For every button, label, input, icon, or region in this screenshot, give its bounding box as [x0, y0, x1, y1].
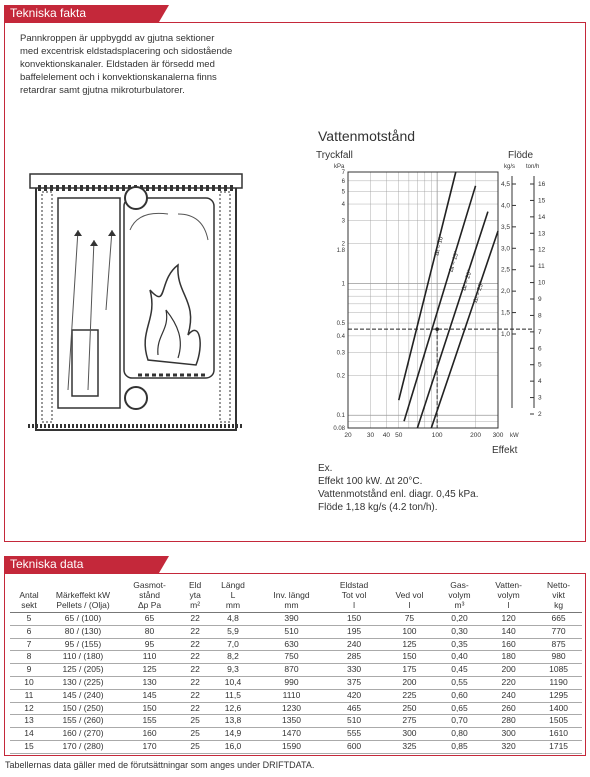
table-cell: 1085 — [535, 664, 582, 677]
table-cell: 125 — [382, 638, 437, 651]
table-cell: 25 — [181, 715, 209, 728]
y-tick-label: 2 — [341, 241, 345, 248]
table-cell: 325 — [382, 740, 437, 753]
table-cell: 1190 — [535, 676, 582, 689]
table-cell: 22 — [181, 676, 209, 689]
vattenmotstand-chart — [312, 146, 552, 458]
table-cell: 25 — [181, 740, 209, 753]
table-cell: 750 — [257, 651, 326, 664]
table-cell: 0,65 — [437, 702, 482, 715]
y-tick-label: 0.4 — [336, 333, 345, 340]
table-cell: 600 — [326, 740, 382, 753]
table-cell: 15 — [10, 740, 48, 753]
kgs-tick-label: 2,0 — [500, 288, 510, 296]
table-cell: 225 — [382, 689, 437, 702]
table-cell: 275 — [382, 715, 437, 728]
table-cell: 250 — [382, 702, 437, 715]
table-cell: 5 — [10, 613, 48, 626]
table-cell: 5,9 — [209, 625, 257, 638]
table-cell: 145 — [118, 689, 181, 702]
column-header: Märkeffekt kW Pellets / (Olja) — [48, 580, 118, 613]
tonh-tick-label: 6 — [538, 345, 542, 353]
tonh-tick-label: 11 — [538, 263, 545, 271]
table-cell: 125 / (205) — [48, 664, 118, 677]
table-cell: 330 — [326, 664, 382, 677]
table-cell: 0,60 — [437, 689, 482, 702]
column-header: Vatten- volym l — [482, 580, 535, 613]
column-header: Eldstad Tot vol l — [326, 580, 382, 613]
table-row — [10, 638, 582, 651]
table-cell: 145 / (240) — [48, 689, 118, 702]
table-cell: 6 — [10, 625, 48, 638]
table-cell: 200 — [382, 676, 437, 689]
table-cell: 14,9 — [209, 728, 257, 741]
table-cell: 0,30 — [437, 625, 482, 638]
column-header: Inv. längd mm — [257, 580, 326, 613]
table-cell: 1350 — [257, 715, 326, 728]
table-cell: 0,35 — [437, 638, 482, 651]
y-tick-label: 1 — [341, 281, 345, 288]
tab-tekniska-data: Tekniska data — [4, 556, 159, 573]
table-cell: 1610 — [535, 728, 582, 741]
table-cell: 10,4 — [209, 676, 257, 689]
tonh-tick-label: 13 — [538, 230, 546, 238]
x-tick-label: 100 — [431, 432, 443, 439]
table-cell: 65 — [118, 613, 181, 626]
column-header: Netto- vikt kg — [535, 580, 582, 613]
x-tick-label: 300 — [492, 432, 504, 439]
table-cell: 80 — [118, 625, 181, 638]
kgs-tick-label: 4,0 — [500, 202, 510, 210]
boiler-section-illustration — [28, 170, 248, 440]
tab-tekniska-fakta: Tekniska fakta — [4, 5, 159, 22]
table-cell: 1295 — [535, 689, 582, 702]
table-cell: 220 — [482, 676, 535, 689]
series-label: Δt = 25° — [472, 281, 486, 304]
table-cell: 9 — [10, 664, 48, 677]
column-header: Eld yta m² — [181, 580, 209, 613]
table-cell: 8,2 — [209, 651, 257, 664]
y-tick-label: 0.1 — [336, 413, 345, 420]
y-tick-label: 5 — [341, 189, 345, 196]
table-cell: 630 — [257, 638, 326, 651]
x-tick-label: 50 — [395, 432, 403, 439]
chart-title: Vattenmotstånd — [318, 128, 416, 144]
reference-point — [435, 327, 439, 331]
example-line: Ex. — [318, 463, 333, 474]
example-line: Flöde 1,18 kg/s (4.2 ton/h). — [318, 502, 438, 513]
table-cell: 1470 — [257, 728, 326, 741]
table-cell: 875 — [535, 638, 582, 651]
tonh-tick-label: 2 — [538, 411, 542, 418]
tonh-tick-label: 3 — [538, 394, 542, 402]
table-cell: 170 / (280) — [48, 740, 118, 753]
series-line — [404, 186, 476, 421]
table-cell: 7,0 — [209, 638, 257, 651]
y-tick-label: 6 — [341, 178, 345, 185]
column-header: Ved vol l — [382, 580, 437, 613]
table-cell: 140 — [482, 625, 535, 638]
table-cell: 95 — [118, 638, 181, 651]
table-header-row — [10, 580, 582, 613]
table-cell: 170 — [118, 740, 181, 753]
table-cell: 375 — [326, 676, 382, 689]
tonh-tick-label: 10 — [538, 279, 546, 287]
kgs-unit-label: kg/s — [504, 164, 516, 170]
table-cell: 120 — [482, 613, 535, 626]
table-cell: 16,0 — [209, 740, 257, 753]
y-tick-label: 0.2 — [336, 373, 345, 380]
table-cell: 300 — [382, 728, 437, 741]
column-header: Längd L mm — [209, 580, 257, 613]
table-cell: 420 — [326, 689, 382, 702]
table-cell: 11,5 — [209, 689, 257, 702]
table-cell: 4,8 — [209, 613, 257, 626]
table-cell: 7 — [10, 638, 48, 651]
table-cell: 870 — [257, 664, 326, 677]
table-cell: 12 — [10, 702, 48, 715]
series-label: Δt = 20° — [461, 269, 474, 292]
table-cell: 465 — [326, 702, 382, 715]
table-cell: 80 / (130) — [48, 625, 118, 638]
kgs-tick-label: 4,5 — [500, 181, 510, 188]
table-cell: 75 — [382, 613, 437, 626]
right-axis-label: Flöde — [508, 150, 534, 161]
tonh-tick-label: 5 — [538, 361, 542, 369]
table-cell: 22 — [181, 613, 209, 626]
x-tick-label: 40 — [382, 432, 391, 439]
tonh-tick-label: 14 — [538, 213, 546, 221]
tonh-tick-label: 8 — [538, 312, 542, 320]
table-cell: 110 — [118, 651, 181, 664]
table-cell: 160 — [118, 728, 181, 741]
x-axis-label: Effekt — [492, 445, 518, 456]
table-cell: 1110 — [257, 689, 326, 702]
example-text — [318, 462, 478, 514]
table-cell: 1715 — [535, 740, 582, 753]
table-cell: 9,3 — [209, 664, 257, 677]
tonh-tick-label: 15 — [538, 197, 546, 205]
table-cell: 22 — [181, 664, 209, 677]
series-label: Δt = 10° — [434, 233, 446, 257]
table-cell: 980 — [535, 651, 582, 664]
intro-line: baffelelement och i konvektionskanalerna finns — [20, 72, 217, 83]
intro-line: konvektionskanaler. Eldstaden är försedd med — [20, 59, 215, 70]
table-cell: 0,85 — [437, 740, 482, 753]
table-row — [10, 613, 582, 626]
table-cell: 22 — [181, 651, 209, 664]
table-body — [10, 613, 582, 754]
kgs-tick-label: 1,5 — [500, 309, 510, 317]
table-cell: 150 / (250) — [48, 702, 118, 715]
table-cell: 1590 — [257, 740, 326, 753]
tekniska-data-table — [10, 580, 582, 754]
table-cell: 22 — [181, 625, 209, 638]
kgs-tick-label: 3,0 — [500, 245, 510, 253]
table-cell: 260 — [482, 702, 535, 715]
table-cell: 11 — [10, 689, 48, 702]
table-cell: 110 / (180) — [48, 651, 118, 664]
table-cell: 665 — [535, 613, 582, 626]
table-cell: 1400 — [535, 702, 582, 715]
example-line: Vattenmotstånd enl. diagr. 0,45 kPa. — [318, 489, 479, 500]
table-cell: 770 — [535, 625, 582, 638]
table-cell: 0,80 — [437, 728, 482, 741]
table-cell: 12,6 — [209, 702, 257, 715]
table-cell: 300 — [482, 728, 535, 741]
y-unit-label: kPa — [334, 164, 345, 170]
table-cell: 240 — [326, 638, 382, 651]
table-cell: 65 / (100) — [48, 613, 118, 626]
table-row — [10, 689, 582, 702]
table-cell: 160 — [482, 638, 535, 651]
table-cell: 150 — [382, 651, 437, 664]
tonh-tick-label: 4 — [538, 378, 542, 386]
y-tick-label: 4 — [341, 202, 345, 209]
series-line — [399, 172, 456, 400]
table-cell: 0,40 — [437, 651, 482, 664]
table-row — [10, 728, 582, 741]
tonh-unit-label: ton/h — [526, 164, 540, 170]
table-cell: 240 — [482, 689, 535, 702]
table-cell: 13 — [10, 715, 48, 728]
intro-line: Pannkroppen är uppbygdd av gjutna sektioner — [20, 33, 215, 44]
table-cell: 150 — [118, 702, 181, 715]
table-cell: 22 — [181, 702, 209, 715]
table-row — [10, 702, 582, 715]
table-cell: 285 — [326, 651, 382, 664]
table-cell: 160 / (270) — [48, 728, 118, 741]
y-tick-label: 0.08 — [333, 426, 345, 432]
table-row — [10, 625, 582, 638]
table-cell: 125 — [118, 664, 181, 677]
table-footnote: Tabellernas data gäller med de förutsättningar som anges under DRIFTDATA. — [5, 760, 315, 770]
table-cell: 320 — [482, 740, 535, 753]
table-cell: 390 — [257, 613, 326, 626]
x-unit-label: kW — [510, 433, 519, 439]
table-cell: 25 — [181, 728, 209, 741]
table-cell: 22 — [181, 638, 209, 651]
table-cell: 200 — [482, 664, 535, 677]
table-cell: 130 — [118, 676, 181, 689]
series-line — [417, 212, 488, 428]
series-label: Δt = 15° — [448, 250, 461, 273]
intro-text — [20, 32, 300, 97]
table-cell: 175 — [382, 664, 437, 677]
table-cell: 8 — [10, 651, 48, 664]
table-row — [10, 715, 582, 728]
tonh-tick-label: 9 — [538, 296, 542, 303]
kgs-tick-label: 3,5 — [500, 223, 510, 231]
table-cell: 0,45 — [437, 664, 482, 677]
y-axis-label: Tryckfall — [316, 150, 353, 161]
example-line: Effekt 100 kW. Δt 20°C. — [318, 476, 423, 487]
x-tick-label: 200 — [470, 432, 481, 439]
table-cell: 95 / (155) — [48, 638, 118, 651]
table-cell: 510 — [257, 625, 326, 638]
column-header: Gasmot- stånd Δp Pa — [118, 580, 181, 613]
x-tick-label: 20 — [344, 432, 352, 439]
table-cell: 0,70 — [437, 715, 482, 728]
table-row — [10, 676, 582, 689]
table-cell: 14 — [10, 728, 48, 741]
column-header: Gas- volym m³ — [437, 580, 482, 613]
table-cell: 1505 — [535, 715, 582, 728]
column-header: Antal sekt — [10, 580, 48, 613]
tonh-tick-label: 12 — [538, 246, 546, 254]
table-cell: 130 / (225) — [48, 676, 118, 689]
table-cell: 155 / (260) — [48, 715, 118, 728]
table-cell: 10 — [10, 676, 48, 689]
table-cell: 510 — [326, 715, 382, 728]
intro-line: med excentrisk eldstadsplacering och sidostående — [20, 46, 233, 57]
table-row — [10, 664, 582, 677]
table-cell: 180 — [482, 651, 535, 664]
y-tick-label: 7 — [341, 170, 345, 176]
kgs-tick-label: 2,5 — [500, 266, 510, 274]
kgs-tick-label: 1,0 — [500, 331, 510, 338]
x-tick-label: 30 — [366, 432, 375, 439]
y-tick-label: 0.5 — [336, 321, 345, 328]
table-cell: 22 — [181, 689, 209, 702]
table-cell: 13,8 — [209, 715, 257, 728]
y-tick-label: 0.3 — [336, 350, 345, 357]
table-cell: 100 — [382, 625, 437, 638]
tonh-tick-label: 16 — [538, 181, 546, 188]
intro-line: retardrar samt gjutna mikroturbulatorer. — [20, 85, 185, 96]
table-cell: 0,55 — [437, 676, 482, 689]
table-cell: 0,20 — [437, 613, 482, 626]
table-cell: 1230 — [257, 702, 326, 715]
table-cell: 280 — [482, 715, 535, 728]
table-cell: 150 — [326, 613, 382, 626]
table-cell: 990 — [257, 676, 326, 689]
y-tick-label: 3 — [341, 218, 345, 225]
table-cell: 555 — [326, 728, 382, 741]
table-cell: 155 — [118, 715, 181, 728]
table-row — [10, 651, 582, 664]
table-cell: 195 — [326, 625, 382, 638]
y-tick-label: 1.8 — [336, 247, 345, 254]
tonh-tick-label: 7 — [538, 328, 542, 336]
table-row — [10, 740, 582, 753]
